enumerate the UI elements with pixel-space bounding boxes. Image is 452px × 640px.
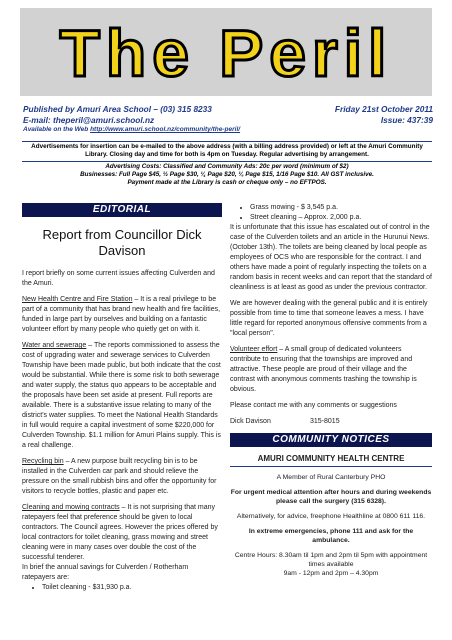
heading-water: Water and sewerage: [22, 342, 87, 349]
savings-intro: In brief the annual savings for Culverden / Rotherham ratepayers are:: [22, 564, 189, 581]
health-fire-paragraph: New Health Centre and Fire Station – It is a real privilege to be part of a community that has brand new health and fire facilities, funded in large part by ourselves and building on a fantastic volunteer effort by many people who quietly get on with it.: [22, 296, 221, 333]
signature: [230, 417, 432, 427]
costs-line-3: Payment made at the Library is cash or cheque only – no EFTPOS.: [127, 179, 327, 186]
health-urgent: For urgent medical attention after hours and during weekends please call the surgery (315 6328).: [230, 489, 432, 505]
web-prefix: Available on the Web: [23, 126, 91, 133]
top-divider: [22, 141, 432, 142]
web-link[interactable]: http://www.amuri.school.nz/community/the-peril/: [90, 126, 241, 133]
costs-line-1: Advertising Costs: Classified and Community Ads: 20c per word (minimum of $2): [105, 163, 349, 170]
heading-health-fire: New Health Centre and Fire Station: [22, 296, 133, 303]
heading-cleaning: Cleaning and mowing contracts: [22, 504, 120, 511]
publisher-email: E-mail: theperil@amuri.school.nz: [23, 115, 155, 125]
issue-number: Issue: 437:39: [380, 115, 433, 125]
advert-notice: [22, 143, 432, 159]
list-item: • Grass mowing - $ 3,545 p.a.: [250, 203, 432, 213]
editorial-title: Report from Councillor Dick Davison: [42, 227, 202, 258]
health-alternative: Alternatively, for advice, freephone Healthline at 0800 611 116.: [236, 513, 426, 520]
advert-costs: [22, 163, 432, 187]
publisher-line: Published by Amuri Area School – (03) 315 8233: [23, 104, 212, 114]
health-hours: Centre Hours: 8.30am til 1pm and 2pm til 5pm with appointment times available: [234, 552, 428, 568]
toilets-paragraph: It is unfortunate that this issue has escalated out of control in the case of the Culverden toilets and an article in the Hurunui News. (October 13th). The toilets are being cleaned by local people as employees of OCS who are responsible for the contract. I and others have made a point of regularly inspecting the toilets on a random basis in recent weeks and can report that the standard of cleanliness is at least as good as under the previous contractor.: [230, 224, 432, 291]
health-member: A Member of Rural Canterbury PHO: [276, 474, 386, 481]
volunteer-paragraph: Volunteer effort – A small group of dedicated volunteers contribute to ensuring that the townships are improved and attractive. These people are proud of their village and the contrast with anonymous comments trashing the township is obvious.: [230, 346, 417, 393]
editorial-intro: I report briefly on some current issues affecting Culverden and the Amuri.: [22, 270, 215, 287]
publish-date: Friday 21st October 2011: [334, 104, 433, 114]
cleaning-paragraph: Cleaning and mowing contracts – It is not surprising that many ratepayers feel that preference should be given to local contractors. The Council agrees. However the prices offered by local contractors for toilet cleaning, grass mowing and street cleaning were in many cases over double the cost of the successful tenderer.: [22, 504, 218, 561]
heading-recycling: Recycling bin: [22, 458, 64, 465]
health-hours-2: 9am - 12pm and 2pm – 4.30pm: [283, 570, 379, 577]
publisher-info: [23, 104, 433, 134]
health-centre-title: AMURI COMMUNITY HEALTH CENTRE: [230, 453, 432, 467]
list-item: • Toilet cleaning - $31,930 p.a.: [42, 583, 222, 593]
notice-line-2: Library. Closing day and time for both is 4pm on Tuesday. Regular advertising by arrangement.: [85, 151, 369, 158]
editorial-column: [22, 203, 222, 593]
savings-list: [22, 583, 222, 593]
public-paragraph: We are however dealing with the general public and it is entirely possible from time to time that someone leaves a mess. I have little regard for reported anonymous offensive comments from a "local person".: [230, 300, 428, 337]
health-emergency: In extreme emergencies, phone 111 and ask for the ambulance.: [248, 528, 414, 544]
recycling-paragraph: Recycling bin – A new purpose built recycling bin is to be installed in the Culverden car park and should relieve the pressure on the small rubbish bins and offer the opportunity for visitors to recycle bottles, plastic and paper etc.: [22, 458, 217, 495]
editorial-continued-column: [230, 203, 432, 578]
editorial-banner: EDITORIAL: [22, 203, 222, 217]
signature-name: Dick Davison: [230, 418, 271, 425]
list-item: • Street cleaning – Approx. 2,000 p.a.: [250, 213, 432, 223]
costs-line-2: Businesses: Full Page $45, ½ Page $30, ¼ Page $20, ⅛ Page $15, 1/16 Page $10. All GST inclusive.: [80, 171, 374, 178]
savings-list-continued: [230, 203, 432, 223]
svg-text:The Peril: The Peril: [59, 16, 393, 90]
contact-line: Please contact me with any comments or suggestions: [230, 402, 397, 409]
signature-phone: 315-8015: [310, 418, 340, 425]
notice-line-1: Advertisements for insertion can be e-mailed to the above address (with a billing address provided) or left at the Amuri Community: [31, 143, 423, 150]
masthead: [20, 8, 432, 96]
masthead-title: [20, 14, 432, 90]
middle-divider: [22, 161, 432, 162]
community-banner: COMMUNITY NOTICES: [230, 433, 432, 447]
heading-volunteer: Volunteer effort: [230, 346, 278, 353]
health-centre-notice: [230, 473, 432, 578]
water-paragraph: Water and sewerage – The reports commissioned to assess the cost of upgrading water and sewerage services to Culverden Township have been made public, but both indicate that the cost would be substantial. While there is some risk to both sewerage and water supply, the status quo appears to be acceptable and the proposals have been set aside at present. Full reports are available. There is a substantive issue relating to many of the district's water supplies. To meet the National Health Standards in full would require a capital investment of some $220,000 for Culverden Township. $1.1 million for Amuri Plains supply. This is a real challenge.: [22, 342, 221, 449]
